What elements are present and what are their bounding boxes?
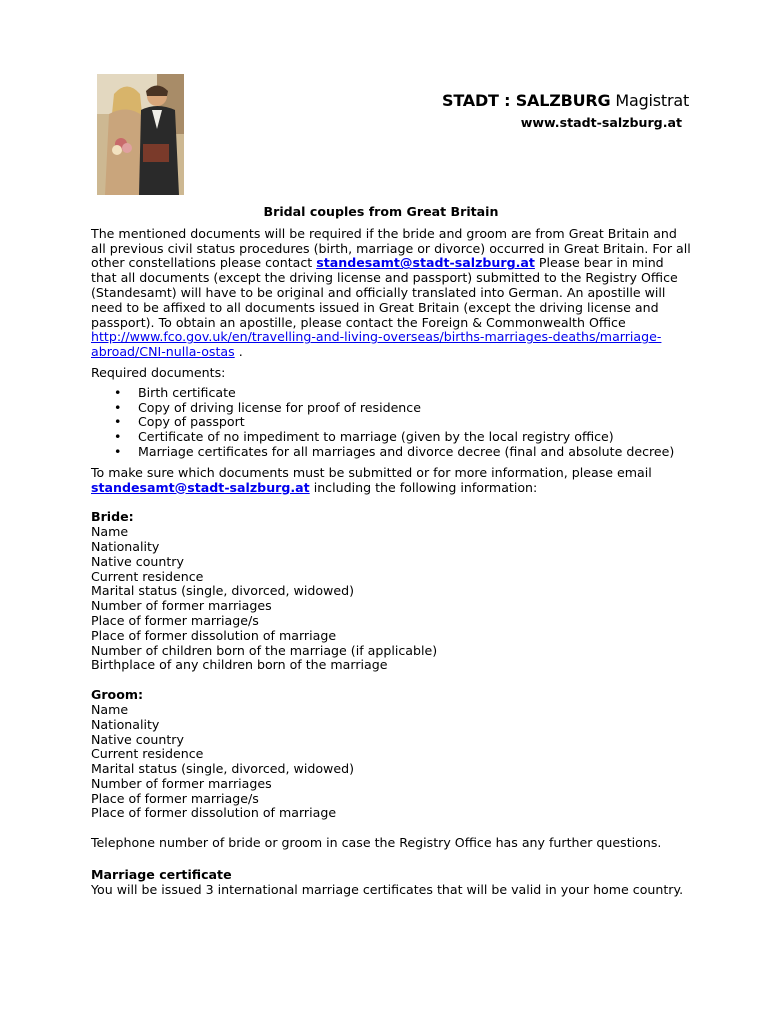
list-item: Marital status (single, divorced, widowed) [91, 583, 354, 599]
list-item: Place of former marriage/s [91, 612, 259, 628]
info-text-1: To make sure which documents must be submitted or for more information, please email [91, 464, 652, 480]
intro-text-3: . [234, 344, 243, 360]
list-item: Nationality [91, 538, 160, 554]
required-documents-label: Required documents: [91, 364, 226, 380]
list-item: Current residence [91, 568, 204, 584]
required-documents-list [91, 386, 691, 460]
list-item: • Certificate of no impediment to marriage (given by the local registry office) [138, 430, 691, 445]
intro-paragraph [91, 227, 691, 360]
telephone-paragraph: Telephone number of bride or groom in case the Registry Office has any further questions. [91, 835, 662, 851]
fco-link[interactable]: http://www.fco.gov.uk/en/travelling-and-living-overseas/births-marriages-deaths/marriage-abroad/CNI-nulla-ostas [91, 329, 662, 360]
list-item: Number of former marriages [91, 598, 272, 614]
stadt-salzburg-logo [436, 84, 690, 118]
list-item: • Birth certificate [138, 386, 691, 401]
bride-section [91, 510, 691, 673]
logo-magistrat: Magistrat [615, 90, 690, 110]
list-item: Name [91, 524, 129, 540]
groom-heading: Groom: [91, 687, 144, 703]
marriage-certificate-text: You will be issued 3 international marriage certificates that will be valid in your home country. [91, 881, 684, 897]
document-body [91, 205, 691, 898]
groom-section [91, 688, 691, 821]
website-url: www.stadt-salzburg.at [520, 115, 682, 130]
list-item: • Copy of driving license for proof of residence [138, 401, 691, 416]
logo-city: STADT : SALZBURG [442, 90, 611, 110]
info-paragraph [91, 466, 691, 496]
list-item: Birthplace of any children born of the marriage [91, 657, 388, 673]
list-item: Place of former marriage/s [91, 790, 259, 806]
list-item: • Copy of passport [138, 415, 691, 430]
list-item: Native country [91, 731, 184, 747]
list-item: Current residence [91, 746, 204, 762]
logo-wordmark [442, 90, 690, 110]
list-item: Nationality [91, 716, 160, 732]
list-item: Marital status (single, divorced, widowed) [91, 761, 354, 777]
list-item: Place of former dissolution of marriage [91, 805, 337, 821]
marriage-certificate-heading: Marriage certificate [91, 867, 232, 883]
email-link-contact[interactable]: standesamt@stadt-salzburg.at [316, 255, 535, 271]
intro-text-1: The mentioned documents will be required if the bride and groom are from Great Britain and all previous civil status procedures (birth, marriage or divorce) occurred in Great Britain. For all other constellations please contact [91, 225, 691, 271]
document-title: Bridal couples from Great Britain [263, 204, 499, 219]
couple-illustration [97, 74, 184, 195]
list-item: Number of children born of the marriage (if applicable) [91, 642, 438, 658]
list-item: Place of former dissolution of marriage [91, 627, 337, 643]
list-item: Native country [91, 553, 184, 569]
email-link-info[interactable]: standesamt@stadt-salzburg.at [91, 479, 310, 495]
list-item: Number of former marriages [91, 775, 272, 791]
wedding-couple-photo [97, 74, 184, 195]
intro-text-2: Please bear in mind that all documents (except the driving license and passport) submitted to the Registry Office (Standesamt) will have to be original and officially translated into German. An apostille will need to be affixed to all documents issued in Great Britain (except the driving license and passport). To obtain an apostille, please contact the Foreign & Commonwealth Office [91, 255, 678, 330]
list-item: • Marriage certificates for all marriages and divorce decree (final and absolute decree) [138, 445, 691, 460]
bride-heading: Bride: [91, 509, 134, 525]
info-text-2: including the following information: [309, 479, 538, 495]
list-item: Name [91, 701, 129, 717]
